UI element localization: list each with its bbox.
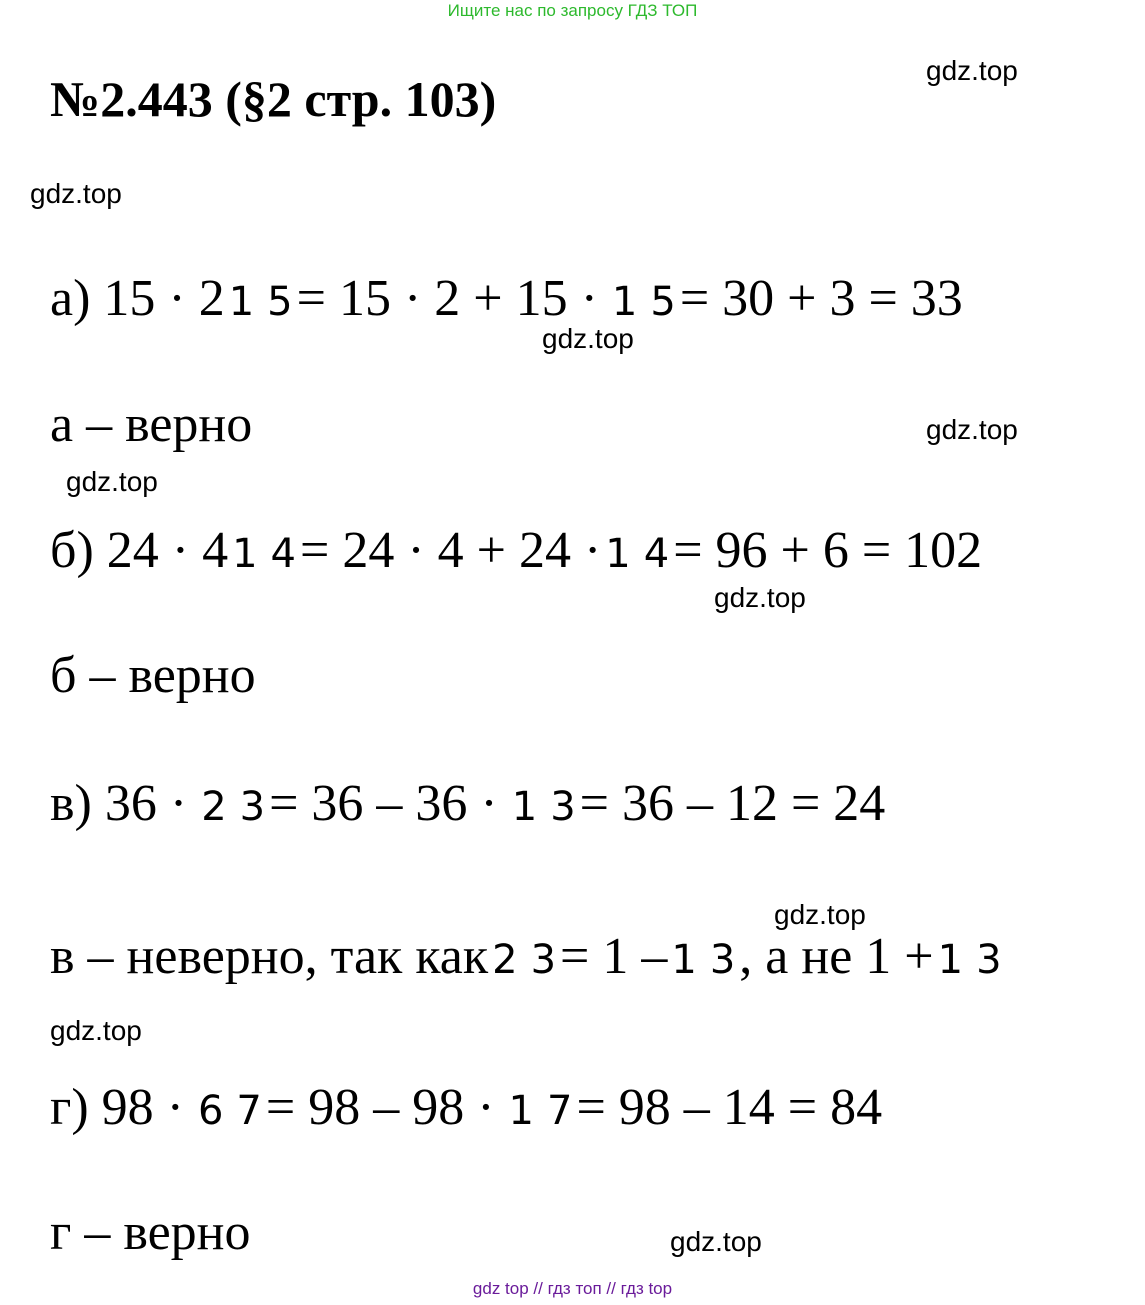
numerator: 2 bbox=[201, 783, 227, 830]
search-hint-banner: Ищите нас по запросу ГДЗ ТОП bbox=[447, 1, 698, 20]
denominator: 5 bbox=[650, 278, 676, 325]
denominator: 4 bbox=[643, 530, 670, 577]
fraction bbox=[605, 521, 669, 580]
fraction bbox=[612, 269, 676, 328]
fraction bbox=[512, 774, 576, 833]
denominator: 7 bbox=[236, 1087, 262, 1134]
fraction bbox=[232, 521, 296, 580]
equation-g-middle: = 98 – 98 · bbox=[265, 1078, 495, 1136]
numerator: 1 bbox=[671, 936, 697, 983]
watermark: gdz.top bbox=[50, 1015, 142, 1046]
page-title: №2.443 (§2 стр. 103) bbox=[50, 71, 497, 127]
equation-b bbox=[50, 490, 982, 610]
verdict-v-prefix: в – неверно, так как bbox=[50, 927, 489, 985]
equation-g-prefix: г) 98 · bbox=[50, 1078, 184, 1136]
equation-g bbox=[50, 1047, 882, 1167]
numerator: 1 bbox=[228, 278, 255, 325]
verdict-b: б – верно bbox=[50, 647, 256, 704]
denominator: 4 bbox=[270, 530, 296, 577]
numerator: 1 bbox=[232, 530, 258, 577]
numerator: 1 bbox=[937, 936, 964, 983]
watermark: gdz.top bbox=[926, 55, 1018, 86]
watermark: gdz.top bbox=[714, 582, 806, 613]
fraction bbox=[509, 1078, 573, 1137]
numerator: 1 bbox=[605, 530, 631, 577]
watermark: gdz.top bbox=[542, 323, 634, 354]
fraction bbox=[229, 269, 293, 328]
verdict-v-middle: = 1 – bbox=[560, 927, 668, 985]
numerator: 1 bbox=[611, 278, 638, 325]
fraction bbox=[198, 1078, 262, 1137]
verdict-v-middle-2: , а не 1 + bbox=[739, 927, 934, 985]
fraction bbox=[938, 927, 1002, 986]
denominator: 7 bbox=[546, 1087, 573, 1134]
denominator: 5 bbox=[267, 278, 293, 325]
equation-a-prefix: а) 15 · 2 bbox=[50, 269, 225, 327]
equation-v-result: = 36 – 12 = 24 bbox=[579, 774, 886, 832]
equation-a-result: = 30 + 3 = 33 bbox=[679, 269, 963, 327]
numerator: 6 bbox=[197, 1087, 224, 1134]
denominator: 3 bbox=[530, 936, 557, 983]
verdict-a: а – верно bbox=[50, 396, 253, 453]
watermark: gdz.top bbox=[670, 1226, 762, 1257]
equation-v-prefix: в) 36 · bbox=[50, 774, 188, 832]
equation-g-result: = 98 – 14 = 84 bbox=[576, 1078, 883, 1136]
equation-v-middle: = 36 – 36 · bbox=[269, 774, 498, 832]
equation-b-prefix: б) 24 · 4 bbox=[50, 521, 229, 579]
equation-v bbox=[50, 743, 885, 863]
numerator: 2 bbox=[492, 936, 518, 983]
fraction bbox=[671, 927, 735, 986]
watermark: gdz.top bbox=[66, 466, 158, 497]
denominator: 3 bbox=[976, 936, 1002, 983]
equation-a bbox=[50, 238, 963, 358]
verdict-g: г – верно bbox=[50, 1204, 251, 1261]
footer-links[interactable]: gdz top // гдз топ // гдз top bbox=[472, 1279, 673, 1298]
watermark: gdz.top bbox=[774, 899, 866, 930]
fraction bbox=[492, 927, 556, 986]
denominator: 3 bbox=[239, 783, 266, 830]
equation-b-middle: = 24 · 4 + 24 · bbox=[300, 521, 602, 579]
denominator: 3 bbox=[550, 783, 576, 830]
watermark: gdz.top bbox=[926, 414, 1018, 445]
numerator: 1 bbox=[508, 1087, 534, 1134]
denominator: 3 bbox=[709, 936, 736, 983]
numerator: 1 bbox=[511, 783, 538, 830]
watermark: gdz.top bbox=[30, 178, 122, 209]
fraction bbox=[201, 774, 265, 833]
equation-a-middle: = 15 · 2 + 15 · bbox=[296, 269, 598, 327]
verdict-v bbox=[50, 896, 1006, 1016]
equation-b-result: = 96 + 6 = 102 bbox=[673, 521, 983, 579]
